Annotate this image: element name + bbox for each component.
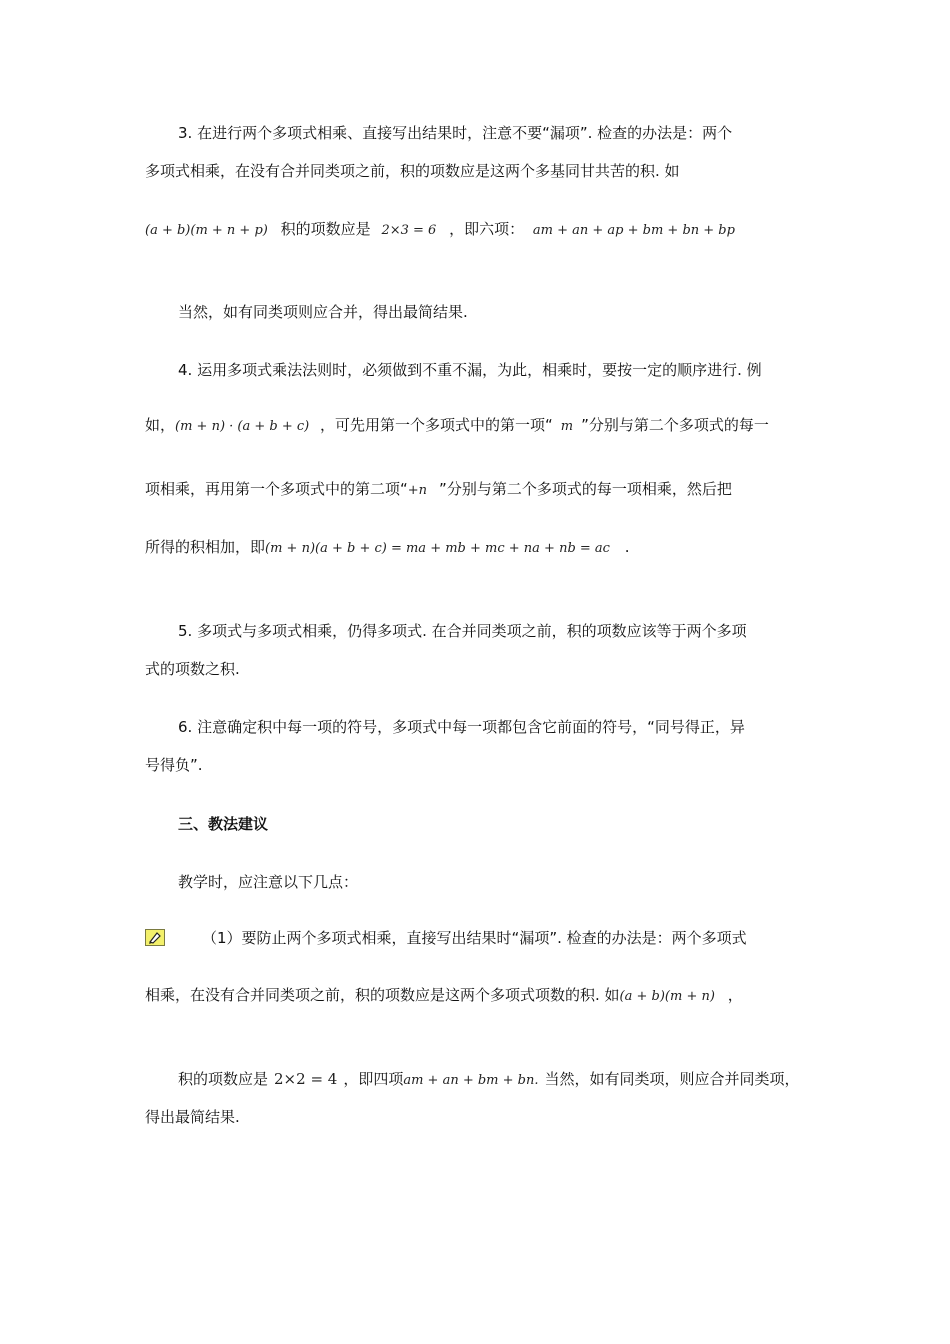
- text: 积的项数应是: [280, 220, 371, 238]
- math-expression: (a + b)(m + n + p): [145, 223, 268, 238]
- text: ，即四项: [343, 1070, 404, 1088]
- item3-line2: 多项式相乘，在没有合并同类项之前，积的项数应是这两个多基同甘共苦的积. 如: [145, 162, 680, 180]
- item6-line1: 6. 注意确定积中每一项的符号，多项式中每一项都包含它前面的符号，“同号得正，异: [178, 718, 745, 736]
- text: 项相乘，再用第一个多项式中的第二项“: [145, 480, 408, 498]
- para1-line2: [145, 984, 743, 1008]
- para1-line3: [178, 1068, 800, 1092]
- text: 当然，如有同类项，则应合并同类项，: [544, 1070, 800, 1088]
- math-expression: (a + b)(m + n): [619, 989, 715, 1004]
- item4-line2: [145, 414, 769, 438]
- math-expression: (m + n)(a + b + c) = ma + mb + mc + na + nb = ac: [265, 541, 610, 556]
- text: 如，: [145, 416, 176, 434]
- text: ”分别与第二个多项式的每一项相乘，然后把: [439, 480, 732, 498]
- text: ，即六项：: [449, 220, 525, 238]
- text: ”分别与第二个多项式的每一: [581, 416, 769, 434]
- text: 积的项数应是: [178, 1070, 269, 1088]
- math-expression: 2×2 = 4: [274, 1070, 338, 1088]
- item3-line1: 3. 在进行两个多项式相乘、直接写出结果时，注意不要“漏项”. 检查的办法是：两个: [178, 124, 733, 142]
- item6-line2: 号得负”.: [145, 756, 203, 774]
- item3-line3: [145, 218, 735, 242]
- para1-line4: 得出最简结果.: [145, 1108, 240, 1126]
- text: ，: [727, 986, 743, 1004]
- text: .: [624, 538, 630, 556]
- text: 相乘，在没有合并同类项之前，积的项数应是这两个多项式项数的积. 如: [145, 986, 620, 1004]
- text: ，可先用第一个多项式中的第一项“: [320, 416, 553, 434]
- text: 所得的积相加，即: [145, 538, 266, 556]
- math-expression: am + an + bm + bn.: [403, 1073, 539, 1088]
- math-expression: am + an + ap + bm + bn + bp: [532, 223, 735, 238]
- item3-line4: 当然，如有同类项则应合并，得出最简结果.: [178, 303, 468, 321]
- section-heading: 三、教法建议: [178, 815, 269, 833]
- math-expression: m: [560, 419, 574, 434]
- item4-line3: [145, 478, 732, 502]
- item4-line1: 4. 运用多项式乘法法则时，必须做到不重不漏，为此，相乘时，要按一定的顺序进行. 例: [178, 361, 762, 379]
- math-expression: +n: [407, 483, 428, 498]
- math-expression: (m + n) · (a + b + c): [175, 419, 310, 434]
- para1-line1: （1）要防止两个多项式相乘，直接写出结果时“漏项”. 检查的办法是：两个多项式: [202, 929, 747, 947]
- item4-line4: [145, 536, 630, 560]
- edit-note-icon[interactable]: [145, 929, 165, 946]
- item5-line2: 式的项数之积.: [145, 660, 240, 678]
- section-intro: 教学时，应注意以下几点：: [178, 873, 359, 891]
- item5-line1: 5. 多项式与多项式相乘，仍得多项式. 在合并同类项之前，积的项数应该等于两个多项: [178, 622, 747, 640]
- math-expression: 2×3 = 6: [381, 223, 437, 238]
